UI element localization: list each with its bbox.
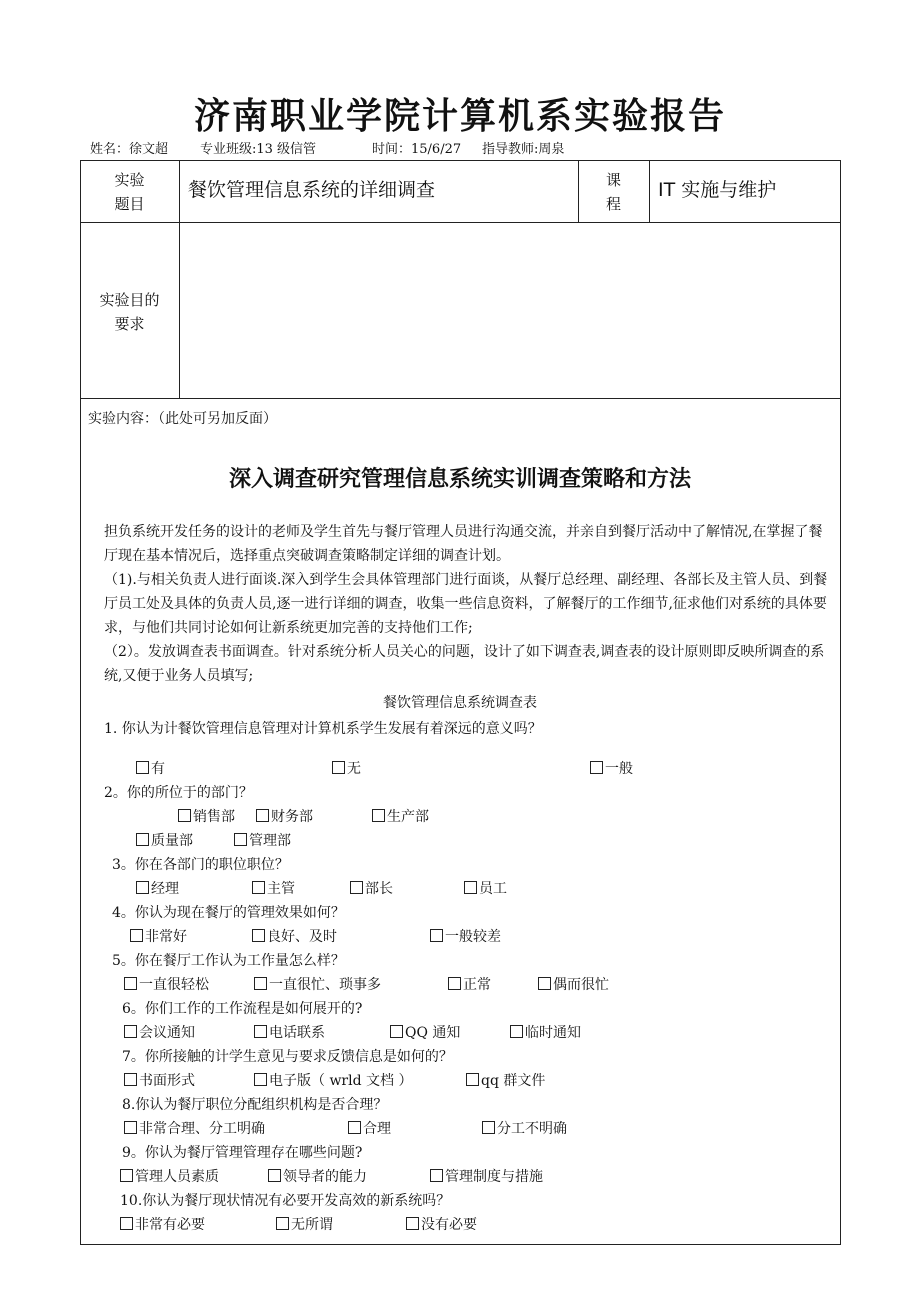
- student-name: 姓名：徐文超: [90, 142, 169, 157]
- option-checkbox[interactable]: [276, 1214, 333, 1234]
- option-checkbox[interactable]: [136, 830, 193, 850]
- option-checkbox[interactable]: [124, 1022, 195, 1042]
- purpose-label-line2: 要求: [114, 315, 145, 333]
- option-checkbox[interactable]: [430, 926, 501, 946]
- option-checkbox[interactable]: [120, 1166, 219, 1186]
- option-label: 偶而很忙: [553, 977, 609, 993]
- purpose-label-line1: 实验目的: [99, 291, 160, 309]
- checkbox-icon: [464, 881, 477, 894]
- checkbox-icon: [406, 1217, 419, 1230]
- option-label: 领导者的能力: [283, 1169, 367, 1185]
- checkbox-icon: [348, 1121, 361, 1134]
- checkbox-icon: [268, 1169, 281, 1182]
- course-label-line1: 课: [605, 171, 621, 189]
- option-checkbox[interactable]: [348, 1118, 391, 1138]
- option-label: 财务部: [271, 809, 313, 825]
- option-checkbox[interactable]: [136, 878, 179, 898]
- option-label: 管理部: [249, 833, 291, 849]
- checkbox-icon: [390, 1025, 403, 1038]
- option-checkbox[interactable]: [256, 806, 313, 826]
- topic-label-line2: 题目: [114, 195, 145, 213]
- checkbox-icon: [124, 1025, 137, 1038]
- option-label: 经理: [151, 881, 179, 897]
- paragraph-intro: 担负系统开发任务的设计的老师及学生首先与餐厅管理人员进行沟通交流，并亲自到餐厅活动中了解情况,在掌握了餐厅现在基本情况后，选择重点突破调查策略制定详细的调查计划。: [104, 524, 823, 564]
- question-8: 8.你认为餐厅职位分配组织机构是否合理？: [122, 1097, 388, 1113]
- question-5: 5。你在餐厅工作认为工作量怎么样？: [112, 953, 345, 969]
- checkbox-icon: [120, 1217, 133, 1230]
- checkbox-icon: [124, 1073, 137, 1086]
- checkbox-icon: [538, 977, 551, 990]
- option-label: 正常: [463, 977, 491, 993]
- option-checkbox[interactable]: [254, 974, 381, 994]
- checkbox-icon: [332, 761, 345, 774]
- checkbox-icon: [254, 1025, 267, 1038]
- checkbox-icon: [510, 1025, 523, 1038]
- option-label: 员工: [479, 881, 507, 897]
- option-label: 非常有必要: [135, 1217, 205, 1233]
- option-label: QQ 通知: [405, 1025, 461, 1041]
- question-2: 2。你的所位于的部门？: [104, 785, 253, 801]
- option-label: 一直很轻松: [139, 977, 209, 993]
- option-label: 分工不明确: [497, 1121, 567, 1137]
- question-9: 9。你认为餐厅管理管理存在哪些问题?: [122, 1145, 363, 1161]
- checkbox-icon: [136, 833, 149, 846]
- option-label: 管理制度与措施: [445, 1169, 543, 1185]
- option-checkbox[interactable]: [590, 758, 633, 778]
- paragraph-survey: （2）。发放调查表书面调查。针对系统分析人员关心的问题，设计了如下调查表,调查表的设计原则即反映所调查的系统,又便于业务人员填写;: [104, 644, 825, 684]
- option-label: 生产部: [387, 809, 429, 825]
- option-label: 书面形式: [139, 1073, 195, 1089]
- checkbox-icon: [120, 1169, 133, 1182]
- option-checkbox[interactable]: [124, 1070, 195, 1090]
- checkbox-icon: [482, 1121, 495, 1134]
- question-10: 10.你认为餐厅现状情况有必要开发高效的新系统吗？: [120, 1193, 451, 1209]
- option-label: 一直很忙、琐事多: [269, 977, 381, 993]
- option-checkbox[interactable]: [252, 878, 295, 898]
- checkbox-icon: [276, 1217, 289, 1230]
- checkbox-icon: [124, 1121, 137, 1134]
- option-label: 良好、及时: [267, 929, 337, 945]
- option-label: 一般: [605, 761, 633, 777]
- option-label: 非常好: [145, 929, 187, 945]
- checkbox-icon: [254, 977, 267, 990]
- checkbox-icon: [256, 809, 269, 822]
- option-label: 非常合理、分工明确: [139, 1121, 265, 1137]
- option-label: 无所谓: [291, 1217, 333, 1233]
- course-label-line2: 程: [605, 195, 621, 213]
- option-checkbox[interactable]: [268, 1166, 367, 1186]
- option-label: 电子版（ wrld 文档 ）: [269, 1073, 413, 1089]
- checkbox-icon: [252, 929, 265, 942]
- checkbox-icon: [130, 929, 143, 942]
- option-label: 部长: [365, 881, 393, 897]
- checkbox-icon: [234, 833, 247, 846]
- checkbox-icon: [430, 1169, 443, 1182]
- checkbox-icon: [124, 977, 137, 990]
- option-label: 无: [347, 761, 361, 777]
- report-time: 时间：15/6/27: [372, 142, 462, 157]
- checkbox-icon: [178, 809, 191, 822]
- option-checkbox[interactable]: [390, 1022, 460, 1042]
- option-label: 质量部: [151, 833, 193, 849]
- option-checkbox[interactable]: [466, 1070, 545, 1090]
- checkbox-icon: [350, 881, 363, 894]
- option-checkbox[interactable]: [178, 806, 235, 826]
- option-checkbox[interactable]: [430, 1166, 543, 1186]
- option-checkbox[interactable]: [332, 758, 361, 778]
- option-checkbox[interactable]: [464, 878, 507, 898]
- page-title: 济南职业学院计算机系实验报告: [193, 96, 726, 137]
- checkbox-icon: [254, 1073, 267, 1086]
- option-label: 销售部: [193, 809, 235, 825]
- question-6: 6。你们工作的工作流程是如何展开的?: [122, 1001, 363, 1017]
- checkbox-icon: [136, 881, 149, 894]
- option-checkbox[interactable]: [124, 974, 209, 994]
- content-label: 实验内容：（此处可另加反面）: [88, 411, 277, 427]
- section-heading: 深入调查研究管理信息系统实训调查策略和方法: [228, 467, 691, 492]
- question-7: 7。你所接触的计学生意见与要求反馈信息是如何的？: [122, 1049, 453, 1065]
- option-label: 有: [151, 761, 165, 777]
- option-label: 会议通知: [139, 1025, 195, 1041]
- checkbox-icon: [136, 761, 149, 774]
- report-meta: [0, 138, 920, 160]
- option-label: 管理人员素质: [135, 1169, 219, 1185]
- option-label: 没有必要: [421, 1217, 477, 1233]
- option-label: 合理: [363, 1121, 391, 1137]
- option-checkbox[interactable]: [510, 1022, 581, 1042]
- survey-title: 餐饮管理信息系统调查表: [383, 695, 537, 711]
- course-label: [578, 168, 649, 216]
- checkbox-icon: [448, 977, 461, 990]
- option-checkbox[interactable]: [130, 926, 187, 946]
- question-4: 4。你认为现在餐厅的管理效果如何？: [112, 905, 345, 921]
- option-checkbox[interactable]: [350, 878, 393, 898]
- option-checkbox[interactable]: [406, 1214, 477, 1234]
- paragraph-interview: （1).与相关负责人进行面谈.深入到学生会具体管理部门进行面谈，从餐厅总经理、副经理、各部长及主管人员、到餐厅员工处及具体的负责人员,逐一进行详细的调查，收集一些信息资料，了解餐厅的工作细节,征求他们对系统的具体要求，与他们共同讨论如何让新系统更加完善的支持他们工作;: [104, 572, 828, 636]
- option-checkbox[interactable]: [372, 806, 429, 826]
- student-class: 专业班级:13 级信管: [200, 142, 317, 157]
- option-checkbox[interactable]: [136, 758, 165, 778]
- option-label: 主管: [267, 881, 295, 897]
- option-checkbox[interactable]: [448, 974, 491, 994]
- topic-label-line1: 实验: [114, 171, 145, 189]
- topic-label: [80, 168, 179, 216]
- option-label: qq 群文件: [481, 1073, 546, 1089]
- option-label: 一般较差: [445, 929, 501, 945]
- option-label: 电话联系: [269, 1025, 325, 1041]
- topic-value: 餐饮管理信息系统的详细调查: [188, 179, 436, 201]
- checkbox-icon: [590, 761, 603, 774]
- checkbox-icon: [252, 881, 265, 894]
- checkbox-icon: [430, 929, 443, 942]
- option-checkbox[interactable]: [254, 1022, 325, 1042]
- option-checkbox[interactable]: [120, 1214, 205, 1234]
- checkbox-icon: [372, 809, 385, 822]
- option-checkbox[interactable]: [252, 926, 337, 946]
- checkbox-icon: [466, 1073, 479, 1086]
- option-checkbox[interactable]: [538, 974, 609, 994]
- teacher-name: 指导教师:周泉: [482, 142, 565, 157]
- option-checkbox[interactable]: [254, 1070, 412, 1090]
- purpose-label: [80, 288, 179, 336]
- option-checkbox[interactable]: [234, 830, 291, 850]
- option-checkbox[interactable]: [124, 1118, 265, 1138]
- course-value: IT 实施与维护: [658, 179, 777, 201]
- question-1: 1. 你认为计餐饮管理信息管理对计算机系学生发展有着深远的意义吗？: [104, 721, 542, 737]
- option-checkbox[interactable]: [482, 1118, 567, 1138]
- question-3: 3。你在各部门的职位职位？: [112, 857, 289, 873]
- option-label: 临时通知: [525, 1025, 581, 1041]
